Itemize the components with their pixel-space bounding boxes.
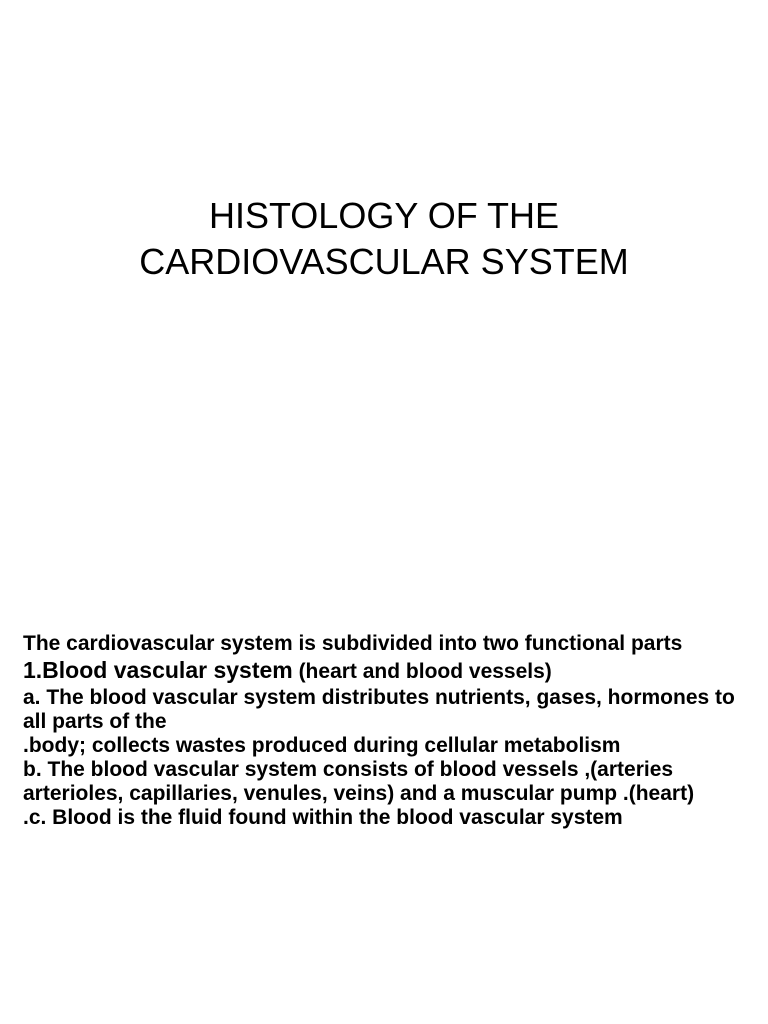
paragraph-b-line-1: b. The blood vascular system consists of blood vessels ,(arteries [23,758,674,781]
intro-paragraph: The cardiovascular system is subdivided into two functional parts [23,632,683,655]
paragraph-a-line-1: a. The blood vascular system distributes nutrients, gases, hormones to all parts of the [23,686,735,733]
slide-content [23,632,753,830]
title-line-1: HISTOLOGY OF THE [208,195,560,236]
title-line-2: CARDIOVASCULAR SYSTEM [139,241,629,282]
section-heading-main: 1.Blood vascular system [23,657,293,683]
paragraph-a-line-2: .body; collects wastes produced during cellular metabolism [23,734,621,757]
paragraph-c: .c. Blood is the fluid found within the blood vascular system [23,806,623,829]
slide-title [0,193,768,285]
section-heading [23,656,753,686]
paragraph-b-line-2: arterioles, capillaries, venules, veins) and a muscular pump .(heart) [23,782,695,805]
section-heading-paren: (heart and blood vessels) [292,660,552,683]
